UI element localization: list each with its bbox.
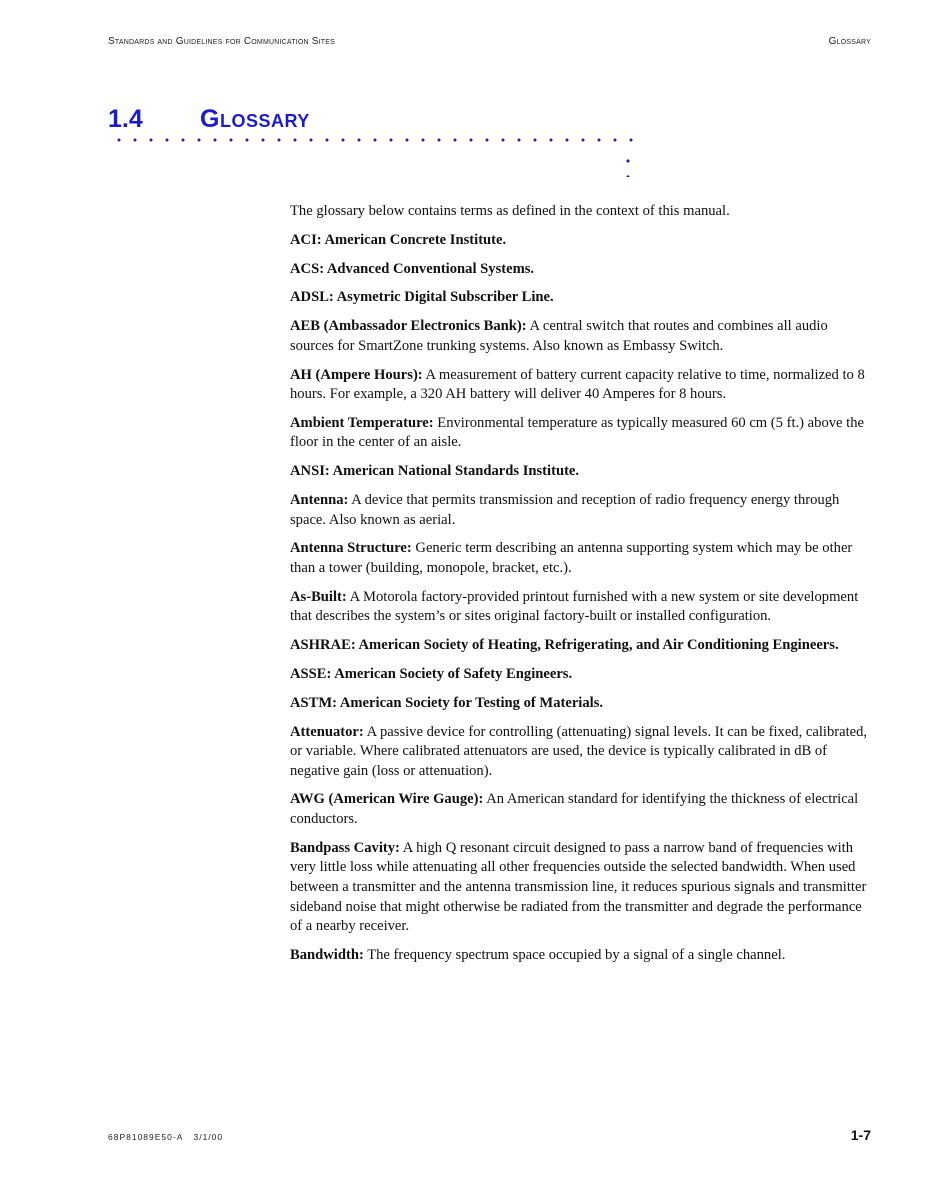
glossary-term: ASHRAE: American Society of Heating, Refrigerating, and Air Conditioning Engineers. (290, 637, 839, 654)
document-date: 3/1/00 (193, 1132, 224, 1142)
glossary-term: AEB (Ambassador Electronics Bank): (290, 318, 527, 335)
glossary-definition: A measurement of battery current capacity relative to time, normalized to 8 hours. For example, a 320 AH battery will deliver 40 Amperes for 8 hours. (290, 366, 865, 403)
glossary-entry (290, 366, 875, 405)
glossary-definition: A passive device for controlling (attenuating) signal levels. It can be fixed, calibrated, or variable. Where calibrated attenuators are used, the device is typically calibrated in dB of negative gain (loss or attenuation). (290, 723, 868, 779)
glossary-term: ADSL: Asymetric Digital Subscriber Line. (290, 289, 554, 306)
glossary-definition: Environmental temperature as typically measured 60 cm (5 ft.) above the floor in the center of an aisle. (290, 414, 865, 451)
glossary-entry (290, 588, 875, 627)
glossary-entry (290, 462, 875, 482)
glossary-entry (290, 491, 875, 530)
glossary-entry (290, 288, 875, 308)
section-title: Glossary (200, 105, 310, 133)
glossary-body (290, 202, 875, 975)
glossary-entry (290, 790, 875, 829)
glossary-term: AWG (American Wire Gauge): (290, 791, 484, 808)
page-number: 1-7 (850, 1127, 871, 1143)
header-section-title: Glossary (828, 36, 871, 47)
glossary-entry (290, 636, 875, 656)
dotted-rule-vertical (623, 153, 633, 177)
glossary-term: As-Built: (290, 588, 347, 605)
glossary-term: ASSE: American Society of Safety Engineers. (290, 665, 573, 682)
document-number: 68P81089E50-A (108, 1132, 184, 1142)
footer-doc-id (108, 1132, 223, 1142)
glossary-entry (290, 839, 875, 937)
glossary-entry (290, 260, 875, 280)
glossary-entry (290, 317, 875, 356)
glossary-term: Bandpass Cavity: (290, 839, 400, 856)
glossary-entry (290, 414, 875, 453)
glossary-definition: A Motorola factory-provided printout furnished with a new system or site development that describes the system’s or sites original factory-built or installed configuration. (290, 588, 859, 625)
glossary-term: Ambient Temperature: (290, 414, 434, 431)
glossary-definition: The frequency spectrum space occupied by a signal of a single channel. (367, 947, 786, 963)
glossary-definition: An American standard for identifying the thickness of electrical conductors. (290, 791, 859, 828)
glossary-term: Antenna: (290, 492, 349, 509)
glossary-entry (290, 231, 875, 251)
header-document-title: Standards and Guidelines for Communication Sites (108, 36, 335, 47)
page-footer (108, 1127, 871, 1147)
glossary-definition: A device that permits transmission and reception of radio frequency energy through space. Also known as aerial. (290, 492, 840, 528)
glossary-term: ACI: American Concrete Institute. (290, 231, 507, 248)
glossary-term: ASTM: American Society for Testing of Materials. (290, 694, 604, 711)
glossary-entry (290, 946, 875, 966)
glossary-entry (290, 665, 875, 685)
glossary-entry (290, 723, 875, 782)
glossary-term: Bandwidth: (290, 947, 364, 963)
glossary-term: ACS: Advanced Conventional Systems. (290, 260, 535, 277)
glossary-definition: Generic term describing an antenna supporting system which may be other than a tower (building, monopole, bracket, etc.). (290, 540, 853, 576)
glossary-entry (290, 694, 875, 714)
intro-paragraph: The glossary below contains terms as defined in the context of this manual. (290, 203, 730, 219)
glossary-term: Attenuator: (290, 723, 364, 740)
glossary-term: Antenna Structure: (290, 540, 412, 557)
glossary-entry (290, 539, 875, 578)
glossary-term: AH (Ampere Hours): (290, 366, 423, 383)
glossary-term: ANSI: American National Standards Institute. (290, 463, 580, 480)
dotted-rule (111, 137, 633, 143)
glossary-definition: A high Q resonant circuit designed to pass a narrow band of frequencies with very little loss while attenuating all other frequencies outside the selected bandwidth. When used between a transmitter and the antenna transmission line, it reduces spurious signals and transmitter sideband noise that might otherwise be radiated from the transmitter and degrade the performance of a nearby receiver. (290, 839, 867, 935)
glossary-definition: A central switch that routes and combines all audio sources for SmartZone trunking systems. Also known as Embassy Switch. (290, 318, 828, 354)
running-header (108, 36, 871, 50)
section-heading (108, 102, 708, 136)
section-number: 1.4 (108, 105, 143, 133)
